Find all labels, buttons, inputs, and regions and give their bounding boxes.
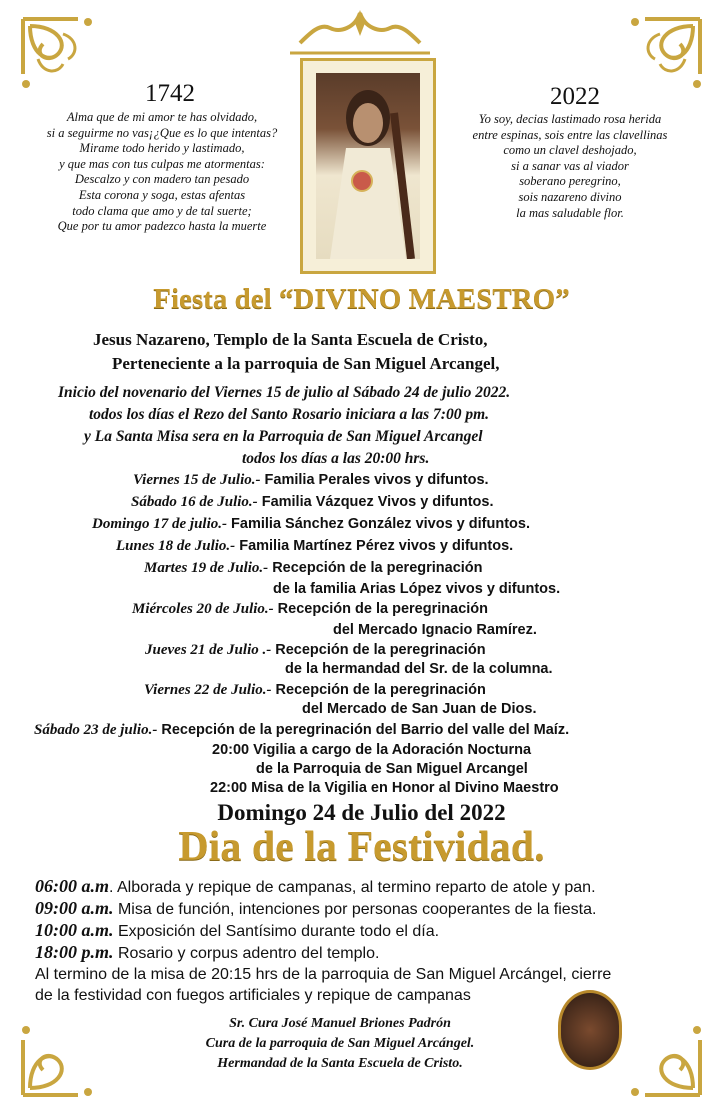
poem-line: Esta corona y soga, estas afentas xyxy=(78,187,246,202)
program-time: 06:00 a.m xyxy=(35,876,109,896)
medallion-icon xyxy=(558,990,622,1070)
schedule-text: de la hermandad del Sr. de la columna. xyxy=(285,661,553,677)
closing-line: Al termino de la misa de 20:15 hrs de la parroquia de San Miguel Arcángel, cierre xyxy=(35,966,612,983)
signature-block xyxy=(130,1014,550,1074)
right-year: 2022 xyxy=(550,83,600,110)
schedule-text: Familia Martínez Pérez vivos y difuntos. xyxy=(235,538,514,554)
schedule-row xyxy=(145,640,486,660)
poem-line: sois nazareno divino xyxy=(518,189,622,204)
intro-line: Inicio del novenario del Viernes 15 de julio al Sábado 24 de julio 2022. xyxy=(58,384,511,401)
schedule-row xyxy=(285,659,553,679)
schedule-text: 22:00 Misa de la Vigilia en Honor al Divino Maestro xyxy=(210,780,559,796)
intro-line: todos los días a las 20:00 hrs. xyxy=(242,450,430,467)
poem-line: la mas saludable flor. xyxy=(516,205,624,220)
schedule-text: del Mercado Ignacio Ramírez. xyxy=(333,622,537,638)
intro-line: y La Santa Misa sera en la Parroquia de San Miguel Arcangel xyxy=(84,428,483,445)
poem-line: Que por tu amor padezco hasta la muerte xyxy=(57,219,267,234)
program-text: Rosario y corpus adentro del templo. xyxy=(113,945,380,962)
intro-line: Jesus Nazareno, Templo de la Santa Escuela de Cristo, xyxy=(93,330,488,349)
poem-line: como un clavel deshojado, xyxy=(503,143,637,158)
poem-line: todo clama que amo y de tal suerte; xyxy=(72,203,252,218)
poem-line: si a seguirme no vas¡¿Que es lo que intentas? xyxy=(46,125,278,140)
poem-line: Mirame todo herido y lastimado, xyxy=(79,141,245,156)
program-time: 10:00 a.m. xyxy=(35,920,114,940)
schedule-row xyxy=(34,720,569,740)
schedule-row xyxy=(133,470,489,490)
schedule-row xyxy=(131,492,494,512)
poem-line: entre espinas, sois entre las clavellinas xyxy=(472,127,668,142)
program-row xyxy=(35,920,439,942)
program-text: . Alborada y repique de campanas, al termino reparto de atole y pan. xyxy=(109,879,596,896)
schedule-day: Lunes 18 de Julio.- xyxy=(116,538,236,554)
intro-line: todos los días el Rezo del Santo Rosario iniciara a las 7:00 pm. xyxy=(89,406,490,423)
schedule-row xyxy=(302,699,536,719)
program-time: 09:00 a.m. xyxy=(35,898,114,918)
religious-image-frame xyxy=(300,58,436,274)
schedule-day: Martes 19 de Julio.- xyxy=(144,560,269,576)
schedule-day: Domingo 17 de julio.- xyxy=(92,516,228,532)
poem-line: Yo soy, decias lastimado rosa herida xyxy=(478,112,662,126)
left-poem xyxy=(22,110,302,235)
right-poem xyxy=(440,112,700,221)
schedule-text: Familia Perales vivos y difuntos. xyxy=(260,472,489,488)
schedule-day: Viernes 22 de Julio.- xyxy=(144,682,272,698)
schedule-row xyxy=(132,599,488,619)
festival-heading: Dia de la Festividad. xyxy=(178,824,545,870)
schedule-day: Miércoles 20 de Julio.- xyxy=(132,601,274,617)
schedule-text: Recepción de la peregrinación xyxy=(268,560,483,576)
schedule-row xyxy=(92,514,530,534)
sunday-heading: Domingo 24 de Julio del 2022 xyxy=(217,800,506,825)
schedule-text: del Mercado de San Juan de Dios. xyxy=(302,701,537,717)
schedule-text: de la Parroquia de San Miguel Arcangel xyxy=(256,761,528,777)
left-year: 1742 xyxy=(145,80,195,107)
poem-line: soberano peregrino, xyxy=(519,174,621,189)
schedule-text: Recepción de la peregrinación del Barrio del valle del Maíz. xyxy=(157,722,570,738)
schedule-row xyxy=(212,740,531,760)
schedule-text: Familia Sánchez González vivos y difuntos. xyxy=(227,516,530,532)
program-text: Exposición del Santísimo durante todo el día. xyxy=(113,923,440,940)
schedule-day: Jueves 21 de Julio .- xyxy=(145,642,272,658)
schedule-text: Familia Vázquez Vivos y difuntos. xyxy=(257,494,494,510)
schedule-row xyxy=(144,680,486,700)
closing-line: de la festividad con fuegos artificiales y repique de campanas xyxy=(35,987,471,1004)
schedule-row xyxy=(273,579,560,599)
ornament-corner-icon xyxy=(18,14,128,124)
poem-line: y que mas con tus culpas me atormentas: xyxy=(59,156,265,171)
schedule-row xyxy=(210,778,559,798)
signature-line: Hermandad de la Santa Escuela de Cristo. xyxy=(217,1056,463,1071)
schedule-row xyxy=(256,759,528,779)
schedule-text: de la familia Arias López vivos y difuntos. xyxy=(273,581,561,597)
signature-line: Sr. Cura José Manuel Briones Padrón xyxy=(229,1016,451,1031)
program-row xyxy=(35,876,596,898)
program-row xyxy=(35,942,379,964)
program-time: 18:00 p.m. xyxy=(35,942,114,962)
signature-line: Cura de la parroquia de San Miguel Arcángel. xyxy=(205,1036,475,1051)
schedule-text: Recepción de la peregrinación xyxy=(271,682,486,698)
schedule-row xyxy=(116,536,513,556)
schedule-day: Sábado 23 de julio.- xyxy=(34,722,158,738)
schedule-day: Sábado 16 de Julio.- xyxy=(131,494,258,510)
schedule-row xyxy=(333,620,537,640)
poem-line: si a sanar vas al viador xyxy=(511,158,629,173)
schedule-text: Recepción de la peregrinación xyxy=(271,642,486,658)
page-title: Fiesta del “DIVINO MAESTRO” xyxy=(153,283,570,315)
poem-line: Alma que de mi amor te has olvidado, xyxy=(66,110,258,124)
religious-image xyxy=(316,73,420,259)
intro-line: Perteneciente a la parroquia de San Miguel Arcangel, xyxy=(112,354,500,373)
ornament-crest-icon xyxy=(270,8,450,58)
program-text: Misa de función, intenciones por personas cooperantes de la fiesta. xyxy=(113,901,597,918)
schedule-row xyxy=(144,558,483,578)
poem-line: Descalzo y con madero tan pesado xyxy=(74,172,250,187)
schedule-day: Viernes 15 de Julio.- xyxy=(133,472,261,488)
program-row xyxy=(35,898,596,920)
schedule-text: 20:00 Vigilia a cargo de la Adoración Nocturna xyxy=(212,742,532,758)
ornament-corner-icon xyxy=(18,990,128,1100)
schedule-text: Recepción de la peregrinación xyxy=(273,601,488,617)
